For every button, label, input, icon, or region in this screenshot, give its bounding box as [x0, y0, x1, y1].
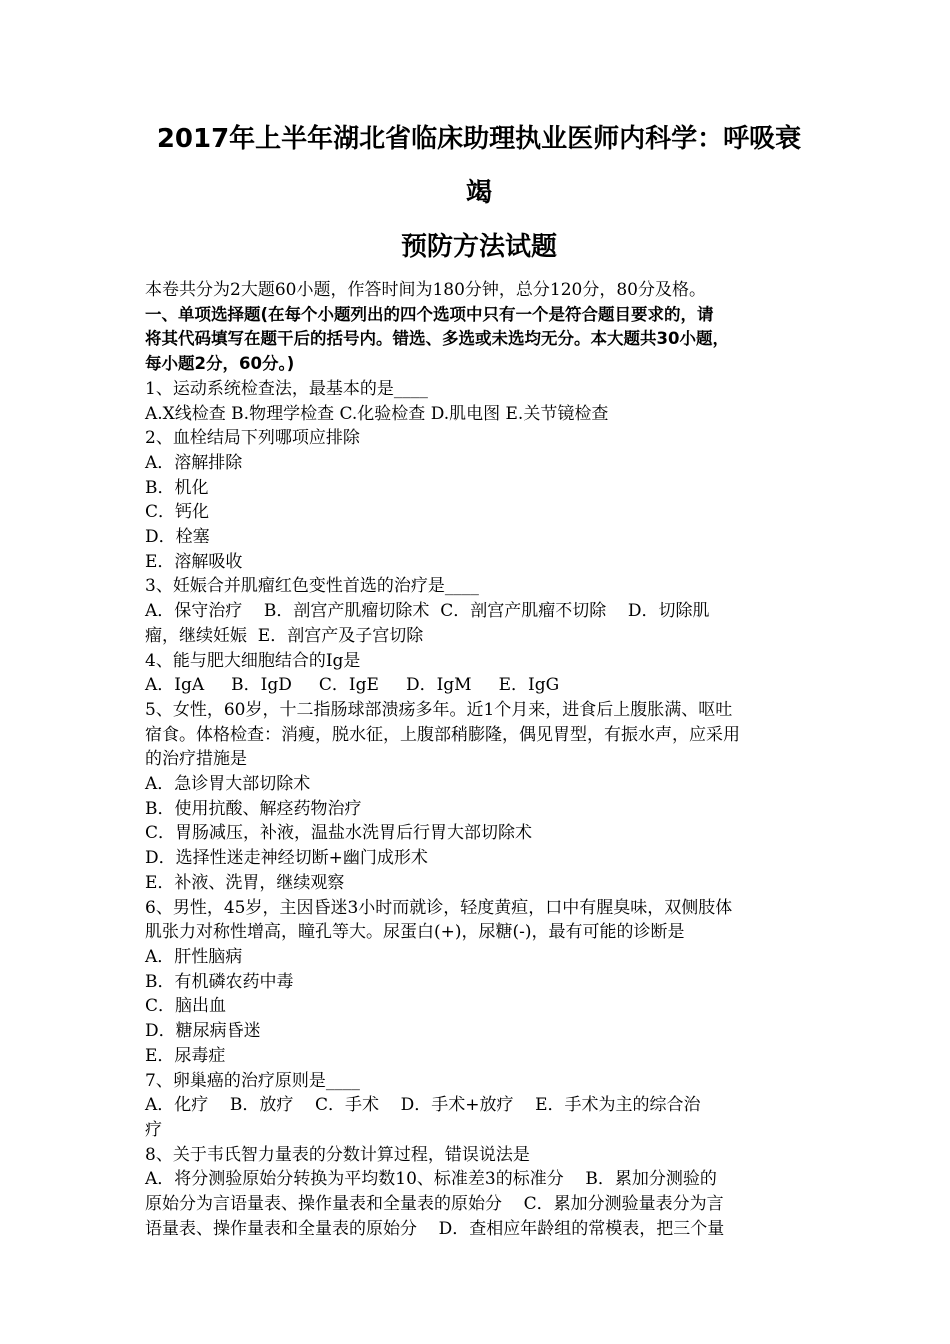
question-stem: 6、男性，45岁，主因昏迷3小时而就诊，轻度黄疸，口中有腥臭味，双侧肢体 [145, 897, 733, 918]
section-heading-line: 一、单项选择题(在每个小题列出的四个选项中只有一个是符合题目要求的，请 [145, 304, 714, 324]
question-option: E．补液、洗胃，继续观察 [145, 872, 345, 893]
question-options: 语量表、操作量表和全量表的原始分 D．查相应年龄组的常模表，把三个量 [145, 1218, 725, 1239]
question-option: A．急诊胃大部切除术 [145, 774, 311, 795]
question-options: A．将分测验原始分转换为平均数10、标准差3的标准分 B．累加分测验的 [145, 1169, 717, 1190]
exam-intro: 本卷共分为2大题60小题，作答时间为180分钟，总分120分，80分及格。 [145, 280, 706, 300]
question-stem: 1、运动系统检查法，最基本的是____ [145, 378, 428, 399]
question-option: D．栓塞 [145, 527, 210, 548]
question-stem: 的治疗措施是 [145, 749, 247, 770]
question-option: E．溶解吸收 [145, 551, 243, 572]
question-option: C．钙化 [145, 502, 210, 523]
document-page [145, 112, 813, 1241]
document-title [145, 112, 813, 274]
question-options: A.X线检查 B.物理学检查 C.化验检查 D.肌电图 E.关节镜检查 [145, 403, 609, 424]
document-body [145, 278, 813, 1241]
question-options: 疗 [145, 1119, 162, 1140]
question-stem: 宿食。体格检查：消瘦，脱水征，上腹部稍膨隆，偶见胃型，有振水声，应采用 [145, 724, 740, 745]
question-options: A．IgA B．IgD C．IgE D．IgM E．IgG [145, 675, 560, 696]
question-option: D．糖尿病昏迷 [145, 1021, 261, 1042]
title-line-2: 预防方法试题 [400, 232, 557, 262]
question-stem: 7、卵巢癌的治疗原则是____ [145, 1070, 360, 1091]
question-option: C．脑出血 [145, 996, 227, 1017]
question-stem: 4、能与肥大细胞结合的Ig是 [145, 650, 361, 671]
question-option: A．肝性脑病 [145, 946, 243, 967]
question-option: B．使用抗酸、解痉药物治疗 [145, 798, 362, 819]
question-stem: 2、血栓结局下列哪项应排除 [145, 428, 360, 449]
question-option: B．机化 [145, 477, 209, 498]
section-heading-line: 将其代码填写在题干后的括号内。错选、多选或未选均无分。本大题共30小题， [145, 329, 729, 349]
question-options: 瘤，继续妊娠 E．剖宫产及子宫切除 [145, 625, 424, 646]
question-option: B．有机磷农药中毒 [145, 971, 294, 992]
title-line-1: 2017年上半年湖北省临床助理执业医师内科学：呼吸衰竭 [156, 124, 802, 208]
question-stem: 5、女性，60岁，十二指肠球部溃疡多年。近1个月来，进食后上腹胀满、呕吐 [145, 699, 733, 720]
question-option: D．选择性迷走神经切断+幽门成形术 [145, 848, 428, 869]
question-option: C．胃肠减压，补液，温盐水洗胃后行胃大部切除术 [145, 823, 533, 844]
question-stem: 3、妊娠合并肌瘤红色变性首选的治疗是____ [145, 576, 479, 597]
question-option: E．尿毒症 [145, 1045, 226, 1066]
question-options: 原始分为言语量表、操作量表和全量表的原始分 C．累加分测验量表分为言 [145, 1194, 724, 1215]
question-option: A．溶解排除 [145, 452, 243, 473]
section-heading-line: 每小题2分，60分。) [145, 354, 295, 374]
question-options: A．化疗 B．放疗 C．手术 D．手术+放疗 E．手术为主的综合治 [145, 1095, 701, 1116]
question-stem: 肌张力对称性增高，瞳孔等大。尿蛋白(+)，尿糖(-)，最有可能的诊断是 [145, 922, 685, 943]
question-stem: 8、关于韦氏智力量表的分数计算过程，错误说法是 [145, 1144, 530, 1165]
question-options: A．保守治疗 B．剖宫产肌瘤切除术 C．剖宫产肌瘤不切除 D．切除肌 [145, 601, 710, 622]
